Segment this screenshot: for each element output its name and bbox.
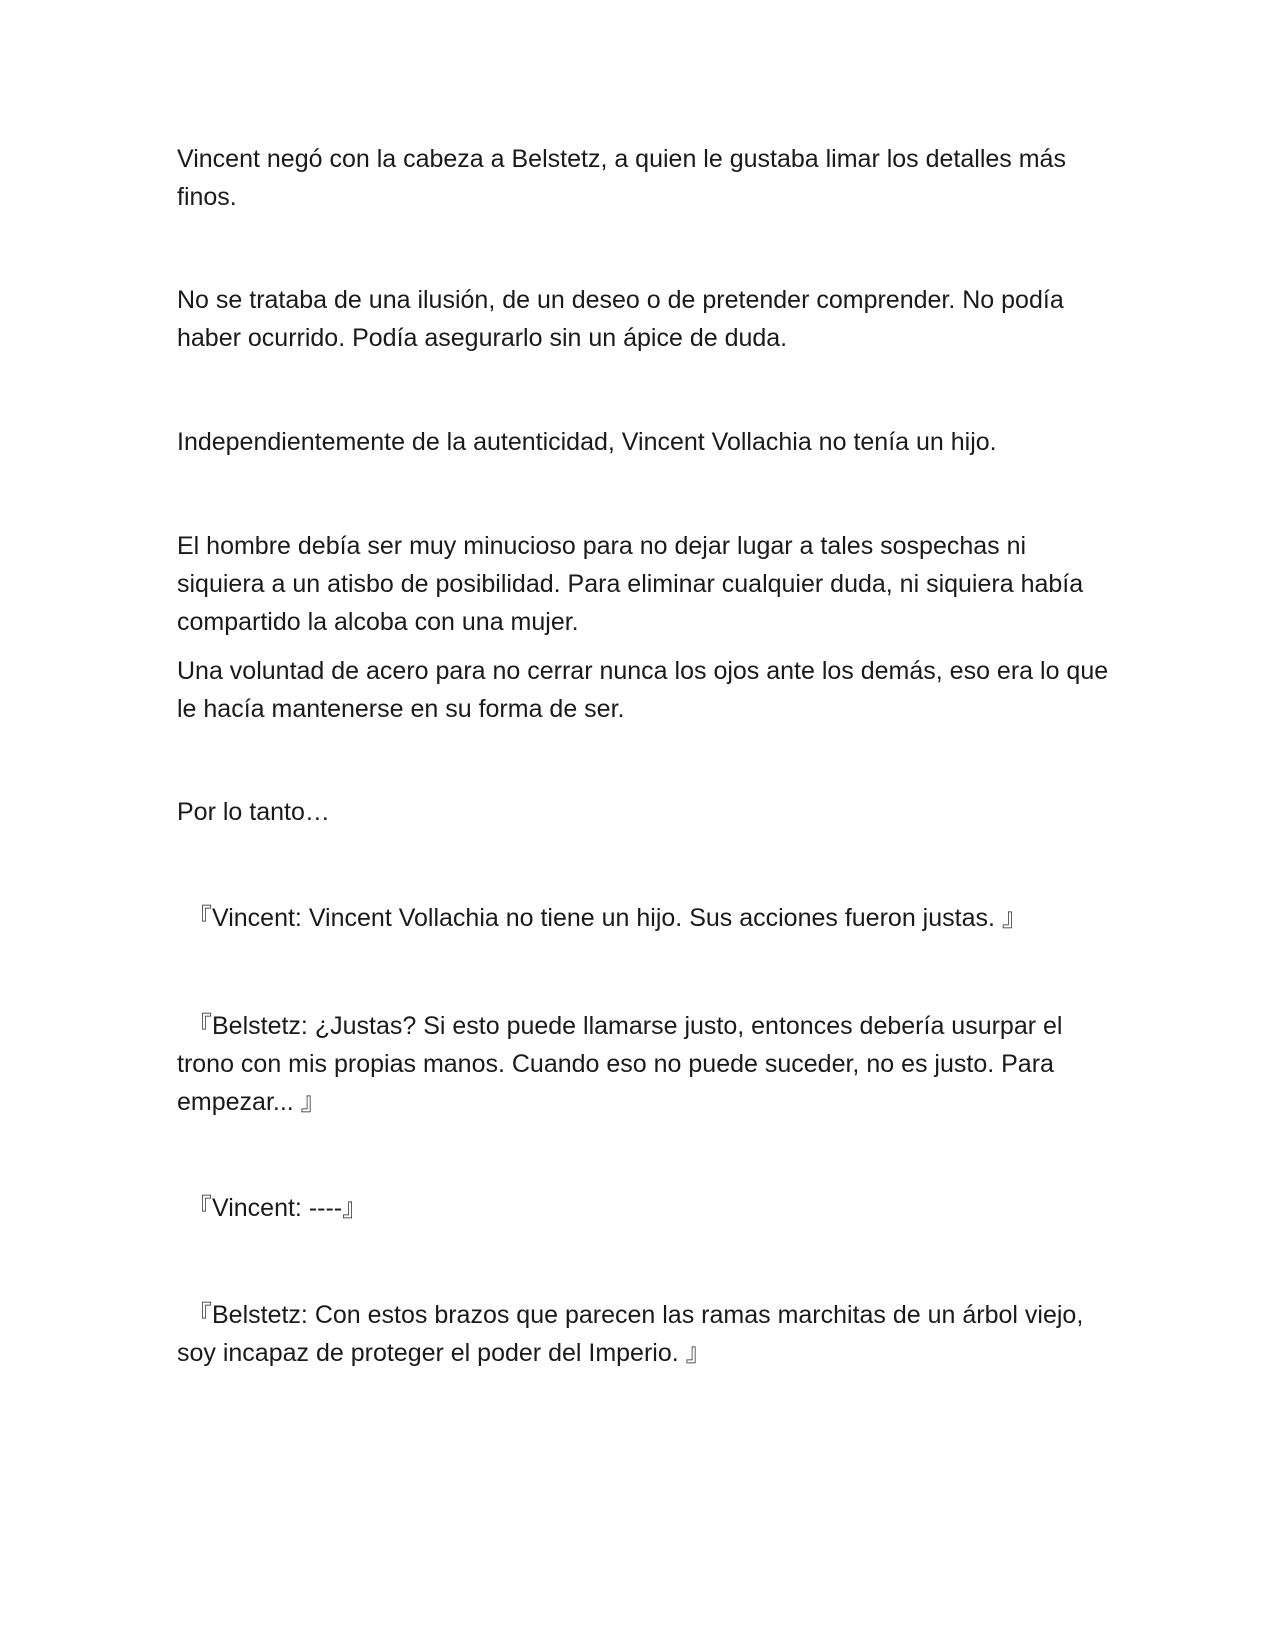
dialogue-belstetz-1: 『Belstetz: ¿Justas? Si esto puede llamarse justo, entonces debería usurpar el trono con mis propias manos. Cuando eso no puede suceder, no es justo. Para empezar... 』	[177, 1012, 1063, 1116]
dialogue-belstetz-2: 『Belstetz: Con estos brazos que parecen las ramas marchitas de un árbol viejo, soy incapaz de proteger el poder del Imperio. 』	[177, 1301, 1084, 1367]
paragraph-no-son: Independientemente de la autenticidad, Vincent Vollachia no tenía un hijo.	[177, 428, 997, 456]
paragraph-iron-will: Una voluntad de acero para no cerrar nunca los ojos ante los demás, eso era lo que le hacía mantenerse en su forma de ser.	[177, 657, 1109, 723]
paragraph-meticulous-man: El hombre debía ser muy minucioso para no dejar lugar a tales sospechas ni siquiera a un atisbo de posibilidad. Para eliminar cualquier duda, ni siquiera había compartido la alcoba con una mujer.	[177, 532, 1084, 636]
paragraph-therefore: Por lo tanto…	[177, 798, 330, 826]
dialogue-vincent-1: 『Vincent: Vincent Vollachia no tiene un hijo. Sus acciones fueron justas. 』	[187, 904, 1027, 932]
dialogue-vincent-2: 『Vincent: ----』	[187, 1194, 368, 1222]
paragraph-vincent-shakes-head: Vincent negó con la cabeza a Belstetz, a quien le gustaba limar los detalles más finos.	[177, 145, 1066, 211]
paragraph-not-illusion: No se trataba de una ilusión, de un deseo o de pretender comprender. No podía haber ocurrido. Podía asegurarlo sin un ápice de duda.	[177, 286, 1064, 352]
